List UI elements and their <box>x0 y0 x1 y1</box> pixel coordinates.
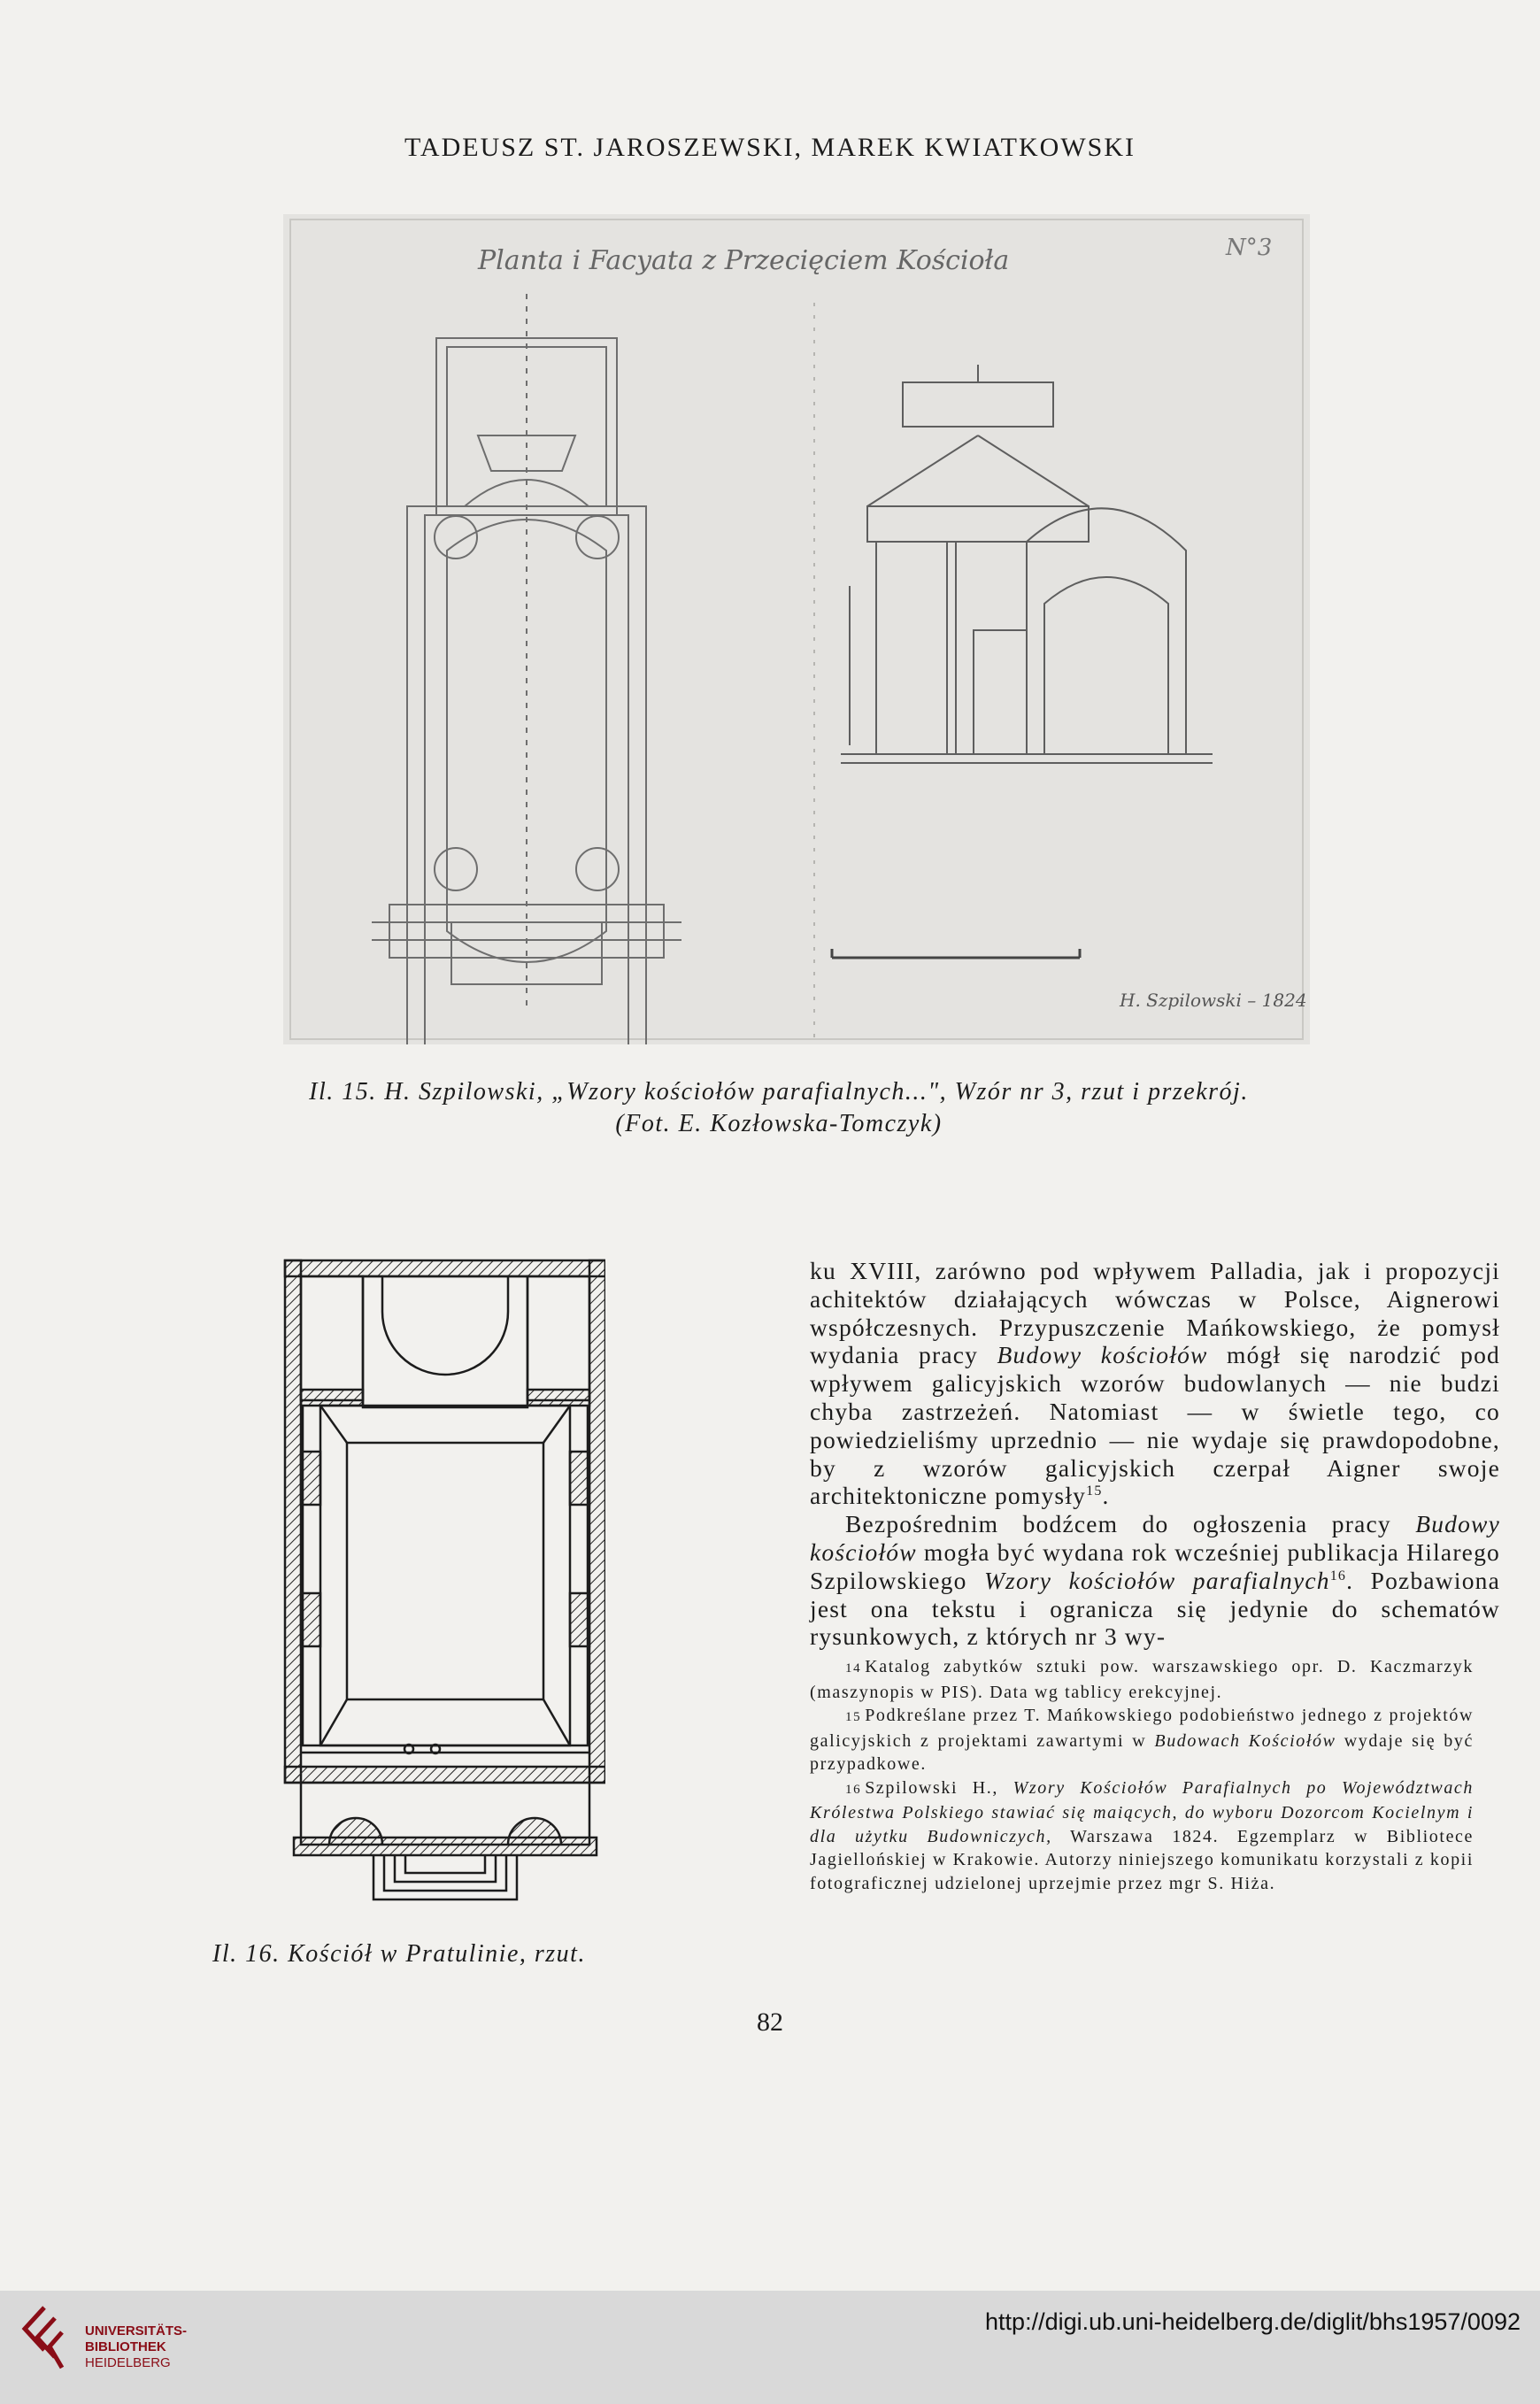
figure-15-caption-line1: Il. 15. H. Szpilowski, „Wzory kościołów parafialnych...", Wzór nr 3, rzut i przekrój. <box>309 1078 1249 1106</box>
ub-heidelberg-logo-icon[interactable] <box>18 2302 71 2373</box>
p1-end: . <box>1102 1482 1110 1510</box>
p1-text-a: ku XVIII, zarówno pod wpływem Palladia, jak i propozycji achitektów działających wówczas w Polsce, Aignerowi współczesnych. Przypuszczenie Mańkowskiego, że pomysł wydania pracy <box>810 1257 1500 1369</box>
figure-16-drawing <box>276 1257 605 1903</box>
figure-15-caption-line2: (Fot. E. Kozłowska-Tomczyk) <box>615 1110 943 1137</box>
footnote-15-text-a: Podkreślane przez T. Mańkowskiego podobieństwo jednego z projektów galicyjskich z projektami zawartymi w <box>810 1706 1474 1751</box>
inscription-number: N°3 <box>1226 235 1273 261</box>
permalink-url[interactable]: http://digi.ub.uni-heidelberg.de/diglit/bhs1957/0092 <box>985 2308 1521 2335</box>
p2-text-c: . Pozbawiona jest ona tekstu i ogranicza się jedynie do schematów rysunkowych, z których nr 3 wy- <box>810 1566 1501 1651</box>
library-line-2: BIBLIOTHEK <box>85 2339 166 2354</box>
running-head: TADEUSZ ST. JAROSZEWSKI, MAREK KWIATKOWSKI <box>404 133 1136 162</box>
footnote-16 <box>810 1776 1474 1896</box>
library-name[interactable] <box>85 2323 187 2371</box>
footnote-ref-15[interactable]: 15 <box>1086 1483 1103 1499</box>
inscription-title: Planta i Facyata z Przecięciem Kościoła <box>478 245 1010 276</box>
footnote-15-number: 15 <box>845 1710 862 1724</box>
footnote-15 <box>810 1704 1474 1776</box>
footnotes <box>810 1655 1474 1895</box>
p2-text-b: mogła być wydana rok wcześniej publikacja Hilarego Szpilowskiego <box>810 1537 1500 1594</box>
footnote-14 <box>810 1655 1474 1704</box>
figure-16-plan <box>276 1257 605 1903</box>
p2-text-a: Bezpośrednim bodźcem do ogłoszenia pracy <box>845 1510 1416 1538</box>
p2-italic-2: Wzory kościołów parafialnych <box>983 1566 1330 1594</box>
paragraph-1 <box>810 1257 1500 1510</box>
footnote-16-text-a: Szpilowski H., <box>865 1777 1013 1798</box>
footnote-15-italic: Budowach Kościołów <box>1154 1730 1336 1751</box>
inscription-signature: H. Szpilowski – 1824 <box>1120 990 1307 1011</box>
p1-italic: Budowy kościołów <box>997 1341 1208 1369</box>
footnote-14-text: Katalog zabytków sztuki pow. warszawskiego opr. D. Kaczmarzyk (maszynopis w PIS). Data wg tablicy erekcyjnej. <box>810 1657 1474 1702</box>
body-text <box>810 1257 1500 1651</box>
figure-15-drawing <box>283 214 1310 1044</box>
paragraph-2 <box>810 1510 1500 1651</box>
p1-text-b: mógł się narodzić pod wpływem galicyjskich wzorów budowlanych — nie budzi chyba zastrzeżeń. Natomiast — w świetle tego, co powiedzieliśmy uprzednio — nie wydaje się prawdopodobne, by z wzorów galicyjskich czerpał Aigner swoje architektoniczne pomysły <box>810 1341 1500 1510</box>
footnote-15-text-b: wydaje się być przypadkowe. <box>810 1730 1474 1774</box>
library-line-3: HEIDELBERG <box>85 2355 171 2370</box>
footnote-16-number: 16 <box>845 1782 862 1797</box>
p2-italic-1: Budowy kościołów <box>810 1510 1500 1566</box>
figure-15-plate <box>283 214 1310 1044</box>
figure-15-caption <box>221 1076 1336 1140</box>
footnote-ref-16[interactable]: 16 <box>1329 1568 1347 1583</box>
page-number: 82 <box>757 2007 783 2037</box>
figure-16-caption: Il. 16. Kościół w Pratulinie, rzut. <box>212 1940 586 1968</box>
footnote-14-number: 14 <box>845 1661 862 1676</box>
footnote-16-text-b: Warszawa 1824. Egzemplarz w Bibliotece Jagiellońskiej w Krakowie. Autorzy niniejszego komunikatu korzystali z kopii fotograficznej udzielonej uprzejmie przez mgr S. Hiża. <box>810 1826 1474 1893</box>
library-line-1: UNIVERSITÄTS- <box>85 2323 188 2339</box>
footnote-16-italic: Wzory Kościołów Parafialnych po Województwach Królestwa Polskiego stawiać się maiących, do wyboru Dozorcom Kocielnym i dla użytku Budowniczych, <box>810 1777 1474 1846</box>
